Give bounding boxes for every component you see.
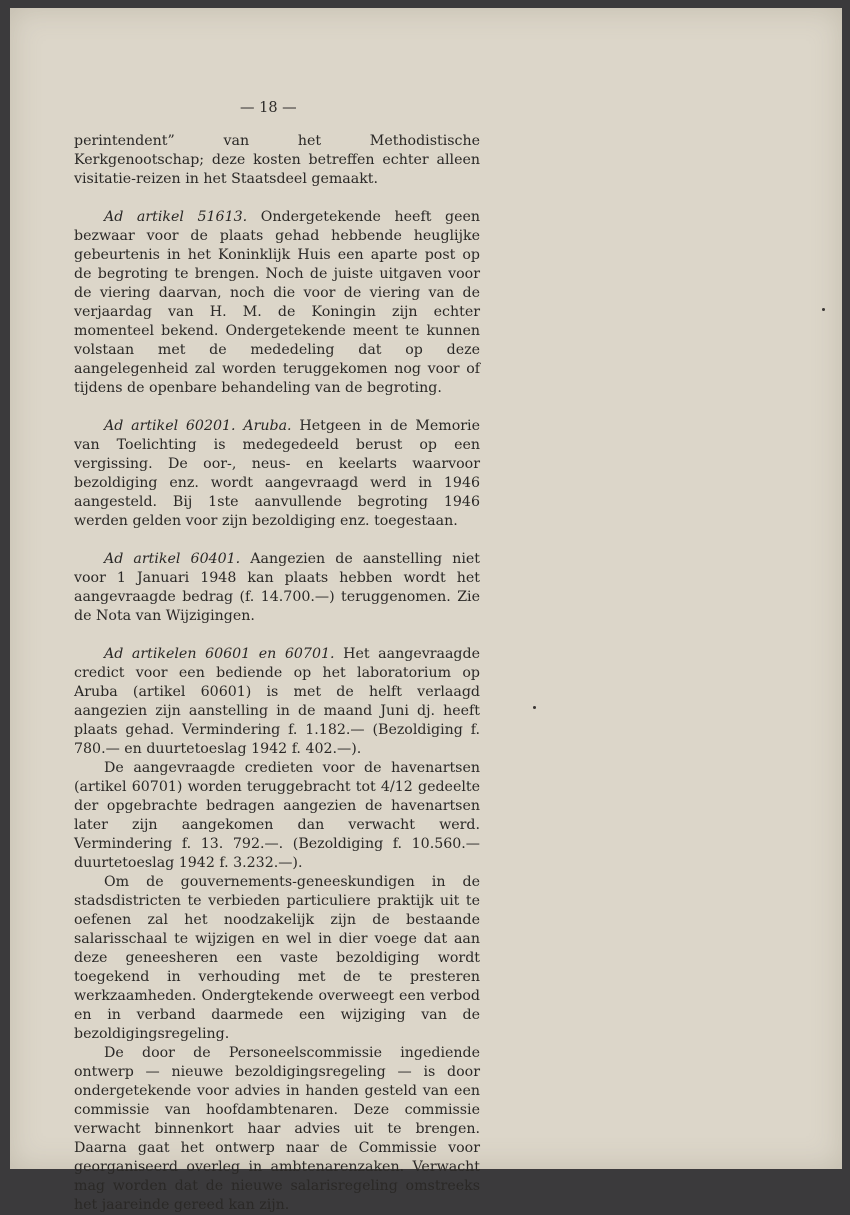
paper-speck bbox=[533, 706, 536, 709]
paragraph-text: Hetgeen in de Memorie van Toelichting is medegedeeld berust op een vergissing. De oor-, neus- en keelarts waarvoor bezoldiging enz. wordt aangevraagd werd in 1946 aangesteld. Bij 1ste aanvullende begroting 1946 werden gelden voor zijn bezoldiging enz. toegestaan. bbox=[74, 418, 480, 529]
paper-speck bbox=[822, 308, 825, 311]
paragraph bbox=[74, 550, 480, 626]
article-heading: Ad artikelen 60601 en 60701. bbox=[104, 646, 335, 662]
article-heading: Ad artikel 60201. Aruba. bbox=[104, 418, 292, 434]
paragraph-text: perintendent” van het Methodistische Kerkgenootschap; deze kosten betreffen echter alleen visitatie-reizen in het Staatsdeel gemaakt. bbox=[74, 133, 480, 187]
article-heading: Ad artikel 51613. bbox=[104, 209, 248, 225]
paragraph-text: Aangezien de aanstelling niet voor 1 Januari 1948 kan plaats hebben wordt het aangevraagde bedrag (f. 14.700.—) teruggenomen. Zie de Nota van Wijzigingen. bbox=[74, 551, 480, 624]
paragraph-text: Ondergetekende heeft geen bezwaar voor de plaats gehad hebbende heuglijke gebeurtenis in het Koninklijk Huis een aparte post op de begroting te brengen. Noch de juiste uitgaven voor de viering daarvan, noch die voor de viering van de verjaardag van H. M. de Koningin zijn echter momenteel bekend. Ondergetekende meent te kunnen volstaan met de mededeling dat op deze aangelegenheid zal worden teruggekomen nog voor of tijdens de openbare behandeling van de begroting. bbox=[74, 209, 480, 396]
page-number: — 18 — bbox=[240, 100, 297, 116]
paragraph-text: Het aangevraagde credict voor een bediende op het laboratorium op Aruba (artikel 60601) is met de helft verlaagd aangezien zijn aanstelling in de maand Juni dj. heeft plaats gehad. Vermindering f. 1.182.— (Bezoldiging f. 780.— en duurtetoeslag 1942 f. 402.—). bbox=[74, 646, 480, 757]
paragraph-text: De door de Personeelscommissie ingediende ontwerp — nieuwe bezoldigingsregeling — is door ondergetekende voor advies in handen gesteld van een commissie van hoofdambtenaren. Deze commissie verwacht binnenkort haar advies uit te brengen. Daarna gaat het ontwerp naar de Commissie voor georganiseerd overleg in ambtenarenzaken. Verwacht mag worden dat de nieuwe salarisregeling omstreeks het jaareinde gereed kan zijn. bbox=[74, 1045, 480, 1213]
paragraph bbox=[74, 645, 480, 759]
paragraph bbox=[74, 132, 480, 189]
paragraph bbox=[74, 873, 480, 1044]
paragraph-text: Om de gouvernements-geneeskundigen in de stadsdistricten te verbieden particuliere praktijk uit te oefenen zal het noodzakelijk zijn de bestaande salarisschaal te wijzigen en wel in dier voege dat aan deze geneesheren een vaste bezoldiging wordt toegekend in verhouding met de te presteren werkzaamheden. Ondergtekende overweegt een verbod en in verband daarmede een wijziging van de bezoldigingsregeling. bbox=[74, 874, 480, 1042]
paragraph-text: De aangevraagde credieten voor de havenartsen (artikel 60701) worden teruggebracht tot 4/12 gedeelte der opgebrachte bedragen aangezien de havenartsen later zijn aangekomen dan verwacht werd. Vermindering f. 13. 792.—. (Bezoldiging f. 10.560.— duurtetoeslag 1942 f. 3.232.—). bbox=[74, 760, 480, 871]
paragraph bbox=[74, 759, 480, 873]
article-heading: Ad artikel 60401. bbox=[104, 551, 241, 567]
document-page bbox=[10, 8, 842, 1213]
paragraph bbox=[74, 208, 480, 398]
body-text bbox=[74, 132, 480, 1215]
paragraph bbox=[74, 417, 480, 531]
paragraph bbox=[74, 1044, 480, 1215]
